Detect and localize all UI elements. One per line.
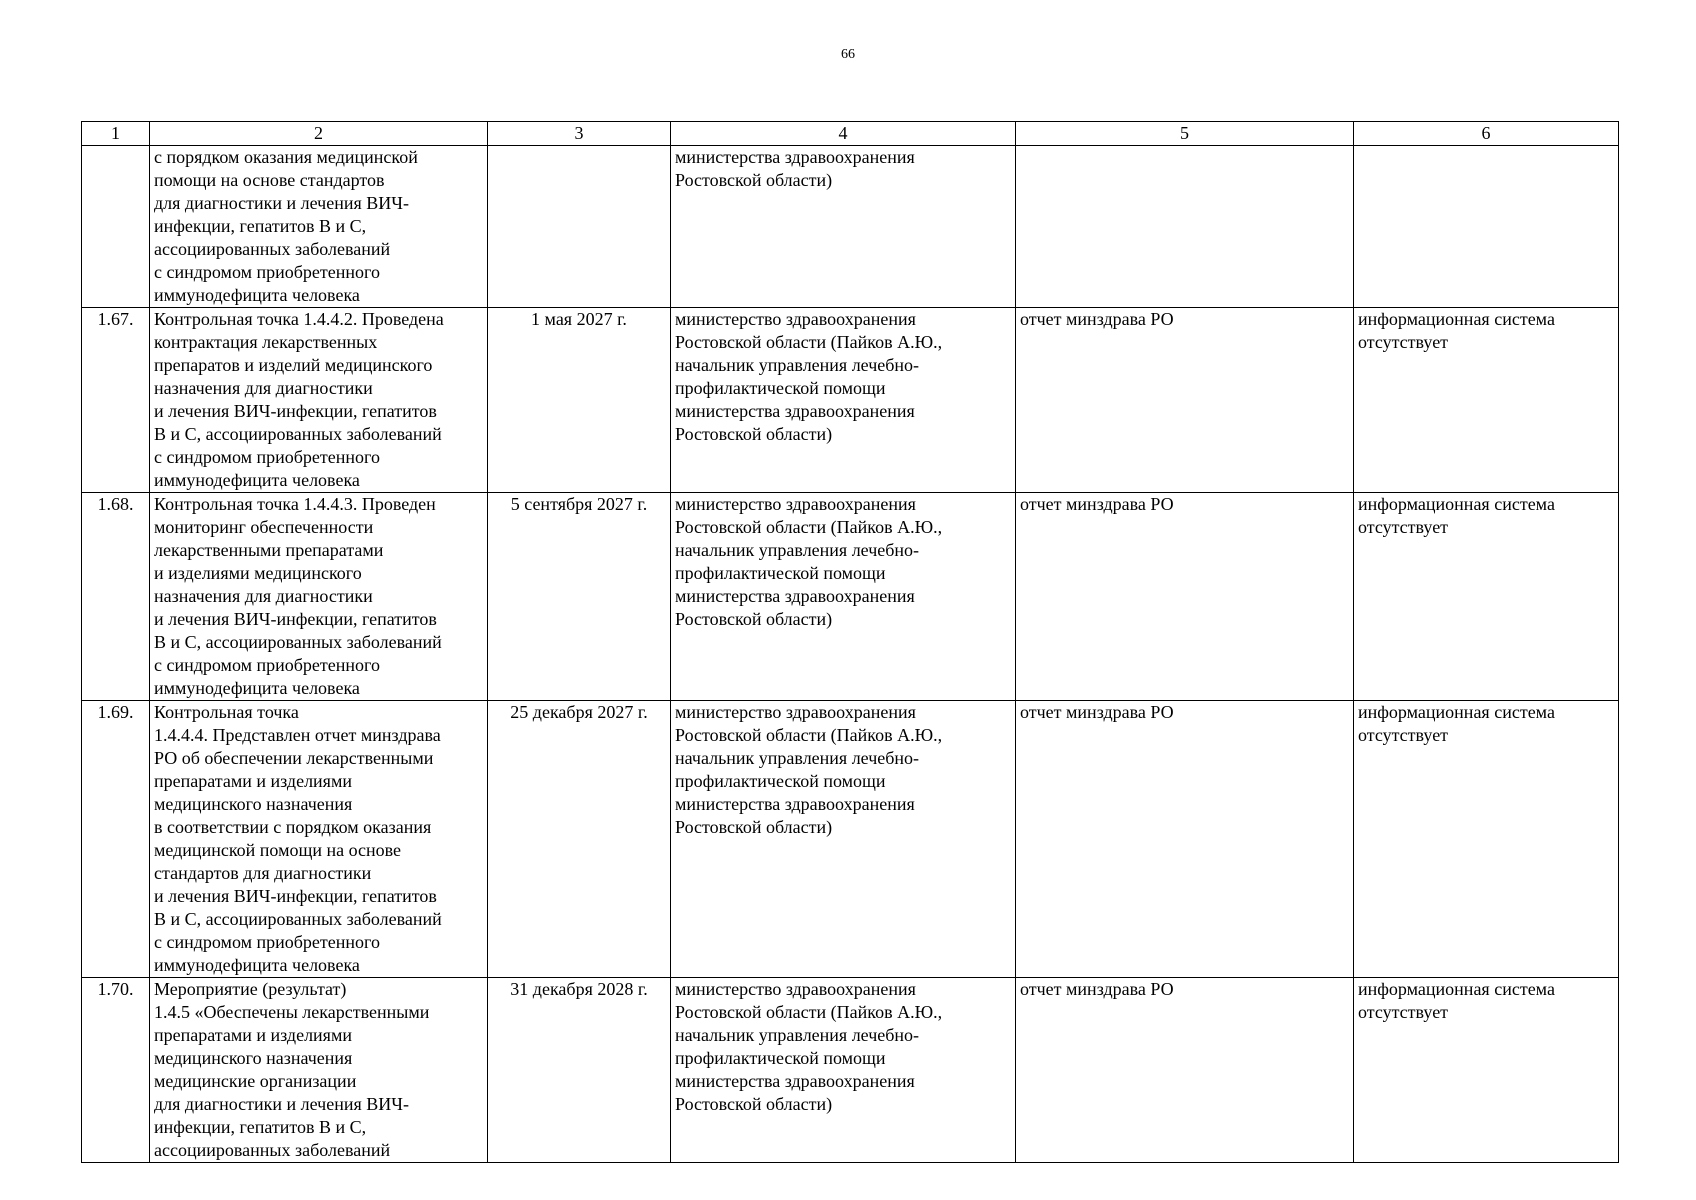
cell-line: министерства здравоохранения [675,586,915,606]
cell-line: с синдромом приобретенного [154,262,380,282]
cell-line: отсутствует [1358,1002,1449,1022]
cell-line: информационная система [1358,979,1555,999]
cell-line: начальник управления лечебно- [675,1025,920,1045]
deadline-cell [488,308,671,493]
cell-text: 5 сентября 2027 г. [510,494,648,514]
cell-line: отсутствует [1358,725,1449,745]
header-col-2: 2 [150,122,488,146]
cell-line: Ростовской области) [675,1094,833,1114]
cell-text: 1 мая 2027 г. [531,309,627,329]
event-cell [150,146,488,308]
document-cell [1016,146,1354,308]
responsible-cell [671,978,1016,1163]
cell-line: помощи на основе стандартов [154,170,385,190]
header-col-1: 1 [82,122,150,146]
cell-line: с синдромом приобретенного [154,447,380,467]
table-row [82,701,1619,978]
cell-line: медицинские организации [154,1071,357,1091]
cell-line: и лечения ВИЧ-инфекции, гепатитов [154,401,437,421]
cell-text: 1.69. [97,702,134,722]
cell-text: отчет минздрава РО [1020,979,1174,999]
table-row [82,308,1619,493]
event-cell [150,493,488,701]
cell-line: профилактической помощи [675,563,886,583]
document-cell [1016,308,1354,493]
header-col-6: 6 [1354,122,1619,146]
cell-line: отсутствует [1358,517,1449,537]
deadline-cell [488,701,671,978]
cell-line: профилактической помощи [675,771,886,791]
cell-line: Контрольная точка [154,702,299,722]
table-body [82,146,1619,1163]
header-col-5: 5 [1016,122,1354,146]
cell-text: 1.68. [97,494,134,514]
cell-line: отсутствует [1358,332,1449,352]
cell-line: для диагностики и лечения ВИЧ- [154,1094,409,1114]
info-system-cell [1354,701,1619,978]
cell-line: в соответствии с порядком оказания [154,817,432,837]
cell-line: начальник управления лечебно- [675,355,920,375]
cell-text: 1.67. [97,309,134,329]
cell-line: иммунодефицита человека [154,955,360,975]
event-cell [150,978,488,1163]
cell-line: РО об обеспечении лекарственными [154,748,434,768]
cell-text: 1.70. [97,979,134,999]
cell-line: министерство здравоохранения [675,979,916,999]
responsible-cell [671,146,1016,308]
cell-line: инфекции, гепатитов В и С, [154,1117,367,1137]
cell-line: профилактической помощи [675,378,886,398]
info-system-cell [1354,493,1619,701]
row-number-cell [82,978,150,1163]
deadline-cell [488,978,671,1163]
cell-line: Ростовской области) [675,424,833,444]
cell-line: министерства здравоохранения [675,1071,915,1091]
cell-line: информационная система [1358,309,1555,329]
row-number-cell [82,493,150,701]
cell-line: Ростовской области) [675,170,833,190]
event-cell [150,308,488,493]
cell-line: и изделиями медицинского [154,563,362,583]
cell-line: В и С, ассоциированных заболеваний [154,424,442,444]
document-cell [1016,493,1354,701]
cell-line: Ростовской области (Пайков А.Ю., [675,332,943,352]
cell-line: министерство здравоохранения [675,494,916,514]
cell-line: для диагностики и лечения ВИЧ- [154,193,409,213]
row-number-cell [82,701,150,978]
table-row [82,493,1619,701]
cell-line: начальник управления лечебно- [675,540,920,560]
cell-line: назначения для диагностики [154,586,373,606]
cell-line: инфекции, гепатитов В и С, [154,216,367,236]
cell-line: и лечения ВИЧ-инфекции, гепатитов [154,609,437,629]
cell-text: 25 декабря 2027 г. [510,702,648,722]
cell-line: министерства здравоохранения [675,401,915,421]
cell-line: Контрольная точка 1.4.4.2. Проведена [154,309,444,329]
deadline-cell [488,146,671,308]
info-system-cell [1354,308,1619,493]
cell-line: стандартов для диагностики [154,863,372,883]
header-row [82,122,1619,146]
deadline-cell [488,493,671,701]
event-cell [150,701,488,978]
cell-line: препаратов и изделий медицинского [154,355,433,375]
cell-line: ассоциированных заболеваний [154,239,391,259]
document-cell [1016,978,1354,1163]
cell-line: 1.4.5 «Обеспечены лекарственными [154,1002,430,1022]
cell-line: Мероприятие (результат) [154,979,347,999]
cell-line: иммунодефицита человека [154,470,360,490]
responsible-cell [671,493,1016,701]
cell-line: с порядком оказания медицинской [154,147,418,167]
cell-line: с синдромом приобретенного [154,932,380,952]
cell-line: с синдромом приобретенного [154,655,380,675]
page-number: 66 [841,47,855,62]
responsible-cell [671,701,1016,978]
cell-text: отчет минздрава РО [1020,309,1174,329]
cell-text: отчет минздрава РО [1020,702,1174,722]
cell-line: министерства здравоохранения [675,794,915,814]
cell-line: препаратами и изделиями [154,1025,352,1045]
cell-line: министерство здравоохранения [675,309,916,329]
cell-line: министерство здравоохранения [675,702,916,722]
cell-line: В и С, ассоциированных заболеваний [154,909,442,929]
cell-line: информационная система [1358,702,1555,722]
cell-line: Ростовской области) [675,817,833,837]
cell-line: медицинского назначения [154,794,353,814]
cell-text: отчет минздрава РО [1020,494,1174,514]
cell-line: лекарственными препаратами [154,540,384,560]
cell-line: начальник управления лечебно- [675,748,920,768]
info-system-cell [1354,978,1619,1163]
cell-line: Ростовской области) [675,609,833,629]
cell-line: назначения для диагностики [154,378,373,398]
table-row [82,146,1619,308]
row-number-cell [82,308,150,493]
cell-line: профилактической помощи [675,1048,886,1068]
cell-line: министерства здравоохранения [675,147,915,167]
cell-line: мониторинг обеспеченности [154,517,374,537]
cell-line: 1.4.4.4. Представлен отчет минздрава [154,725,441,745]
header-col-4: 4 [671,122,1016,146]
cell-text: 31 декабря 2028 г. [510,979,648,999]
document-cell [1016,701,1354,978]
cell-line: и лечения ВИЧ-инфекции, гепатитов [154,886,437,906]
plan-table [81,121,1619,1163]
cell-line: Ростовской области (Пайков А.Ю., [675,725,943,745]
cell-line: медицинской помощи на основе [154,840,402,860]
row-number-cell [82,146,150,308]
cell-line: иммунодефицита человека [154,678,360,698]
cell-line: препаратами и изделиями [154,771,352,791]
cell-line: информационная система [1358,494,1555,514]
header-col-3: 3 [488,122,671,146]
cell-line: Контрольная точка 1.4.4.3. Проведен [154,494,436,514]
cell-line: контрактация лекарственных [154,332,378,352]
responsible-cell [671,308,1016,493]
cell-line: Ростовской области (Пайков А.Ю., [675,1002,943,1022]
info-system-cell [1354,146,1619,308]
cell-line: иммунодефицита человека [154,285,360,305]
cell-line: В и С, ассоциированных заболеваний [154,632,442,652]
cell-line: ассоциированных заболеваний [154,1140,391,1160]
cell-line: медицинского назначения [154,1048,353,1068]
cell-line: Ростовской области (Пайков А.Ю., [675,517,943,537]
table-row [82,978,1619,1163]
